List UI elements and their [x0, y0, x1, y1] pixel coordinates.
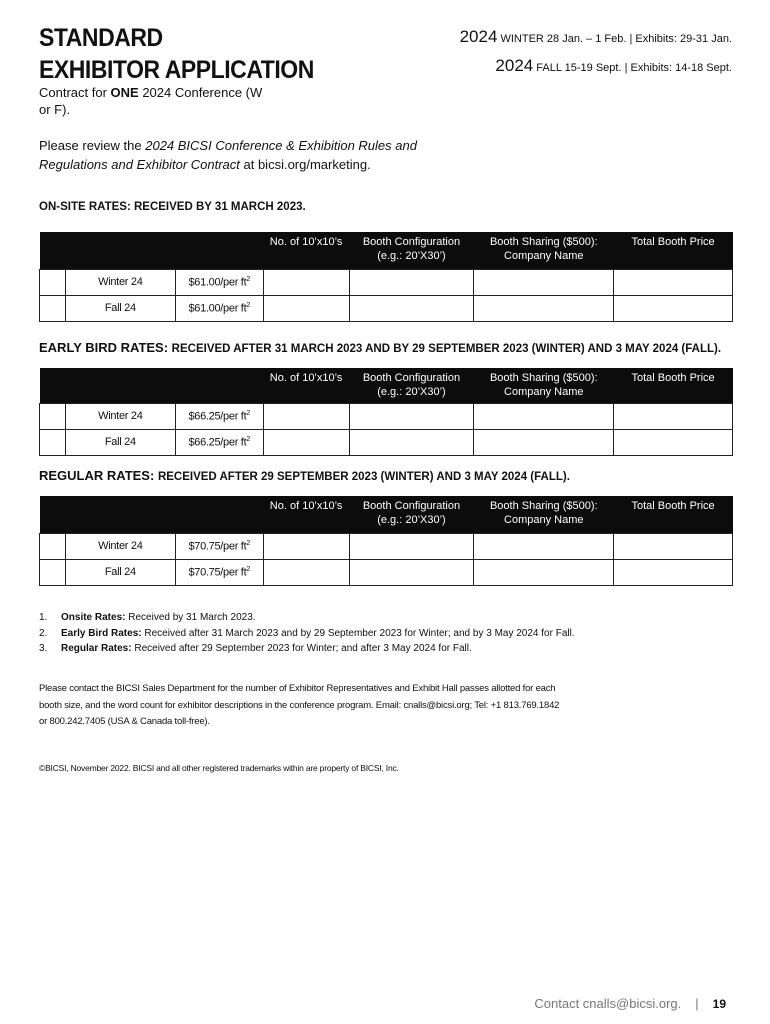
price-cell — [175, 295, 263, 321]
config-field[interactable] — [349, 429, 474, 455]
early-bird-rates-table — [39, 368, 733, 456]
count-field[interactable] — [263, 559, 349, 585]
col-config: Booth Configuration (e.g.: 20’X30’) — [349, 496, 474, 533]
price-value: $66.25/per ft — [188, 436, 247, 449]
note-label: Regular Rates: — [61, 643, 132, 654]
season-cell: Fall 24 — [65, 429, 175, 455]
footer-contact: Contact cnalls@bicsi.org. — [534, 996, 682, 1011]
table-row — [40, 295, 733, 321]
config-field[interactable] — [349, 269, 474, 295]
season-cell: Fall 24 — [65, 295, 175, 321]
regular-rates-table — [39, 496, 733, 586]
config-field[interactable] — [349, 533, 474, 559]
winter-label: WINTER 28 Jan. – 1 Feb. | Exhibits: 29-31 Jan. — [497, 33, 732, 45]
count-field[interactable] — [263, 533, 349, 559]
note-label: Onsite Rates: — [61, 612, 126, 623]
contract-suffix: 2024 Conference (W or F). — [39, 85, 263, 117]
section-lead: EARLY BIRD RATES: — [39, 340, 172, 355]
select-checkbox[interactable] — [40, 295, 66, 321]
fall-label: FALL 15-19 Sept. | Exhibits: 14-18 Sept. — [533, 62, 732, 74]
review-prefix: Please review the — [39, 138, 146, 153]
price-cell — [175, 269, 263, 295]
table-row — [40, 429, 733, 455]
price-superscript: 2 — [246, 301, 250, 309]
page-footer — [534, 996, 726, 1011]
price-superscript: 2 — [246, 565, 250, 573]
total-field[interactable] — [614, 269, 733, 295]
table-row — [40, 533, 733, 559]
total-field[interactable] — [614, 403, 733, 429]
early-bird-rates-heading — [39, 340, 721, 355]
note-number: 1. — [39, 612, 48, 623]
total-field[interactable] — [614, 559, 733, 585]
sharing-field[interactable] — [474, 295, 614, 321]
col-sharing: Booth Sharing ($500): Company Name — [474, 232, 614, 269]
count-field[interactable] — [263, 429, 349, 455]
config-field[interactable] — [349, 559, 474, 585]
title-line-2: EXHIBITOR APPLICATION — [39, 56, 314, 84]
price-cell — [175, 559, 263, 585]
contract-note — [39, 84, 269, 118]
fall-dates — [495, 56, 732, 76]
price-superscript: 2 — [246, 539, 250, 547]
list-item — [39, 641, 575, 657]
price-cell — [175, 533, 263, 559]
select-checkbox[interactable] — [40, 559, 66, 585]
col-count: No. of 10’x10’s — [263, 232, 349, 269]
config-field[interactable] — [349, 403, 474, 429]
list-item — [39, 610, 575, 626]
price-cell — [175, 429, 263, 455]
winter-dates — [460, 27, 732, 47]
section-rest: RECEIVED AFTER 31 MARCH 2023 AND BY 29 SEPTEMBER 2023 (WINTER) AND 3 MAY 2024 (FALL). — [171, 343, 722, 355]
table-header — [40, 368, 733, 403]
col-config: Booth Configuration (e.g.: 20’X30’) — [349, 368, 474, 403]
copyright-notice: ©BICSI, November 2022. BICSI and all other registered trademarks within are property of BICSI, Inc. — [39, 763, 399, 773]
list-item — [39, 626, 575, 642]
price-value: $70.75/per ft — [188, 566, 247, 579]
select-checkbox[interactable] — [40, 533, 66, 559]
review-suffix: at bicsi.org/marketing. — [239, 157, 371, 172]
select-checkbox[interactable] — [40, 269, 66, 295]
col-sharing: Booth Sharing ($500): Company Name — [474, 368, 614, 403]
price-superscript: 2 — [246, 275, 250, 283]
review-document-title: 2024 BICSI Conference & Exhibition Rules and Regulations and Exhibitor Contract — [39, 138, 417, 172]
rate-notes — [39, 610, 575, 657]
sharing-field[interactable] — [474, 559, 614, 585]
season-cell: Winter 24 — [65, 533, 175, 559]
note-text: Received after 29 September 2023 for Winter; and after 3 May 2024 for Fall. — [131, 643, 472, 654]
page-number: 19 — [712, 997, 726, 1011]
sharing-field[interactable] — [474, 429, 614, 455]
price-value: $66.25/per ft — [188, 410, 247, 423]
total-field[interactable] — [614, 533, 733, 559]
contract-bold: ONE — [110, 85, 139, 100]
select-checkbox[interactable] — [40, 429, 66, 455]
table-row — [40, 559, 733, 585]
contact-paragraph: Please contact the BICSI Sales Department for the number of Exhibitor Representatives and Exhibit Hall passes allotted for each booth size, and the word count for exhibitor descriptions in the conference program. Email: cnalls@bicsi.org; Tel: +1 813.769.1842 or 800.242.7405 (USA & Canada toll-free). — [39, 683, 560, 727]
note-text: Received by 31 March 2023. — [125, 612, 256, 623]
col-total: Total Booth Price — [614, 368, 733, 403]
onsite-rates-heading — [39, 201, 306, 213]
total-field[interactable] — [614, 295, 733, 321]
sharing-field[interactable] — [474, 269, 614, 295]
col-count: No. of 10’x10’s — [263, 496, 349, 533]
sharing-field[interactable] — [474, 403, 614, 429]
table-row — [40, 269, 733, 295]
sharing-field[interactable] — [474, 533, 614, 559]
season-cell: Fall 24 — [65, 559, 175, 585]
select-checkbox[interactable] — [40, 403, 66, 429]
onsite-rates-table — [39, 232, 733, 322]
table-header — [40, 496, 733, 533]
col-total: Total Booth Price — [614, 496, 733, 533]
contract-prefix: Contract for — [39, 85, 111, 100]
price-cell — [175, 403, 263, 429]
table-header — [40, 232, 733, 269]
review-note — [39, 136, 459, 174]
section-rest: RECEIVED AFTER 29 SEPTEMBER 2023 (WINTER) AND 3 MAY 2024 (FALL). — [157, 471, 570, 483]
col-config: Booth Configuration (e.g.: 20’X30’) — [349, 232, 474, 269]
footer-separator: | — [695, 996, 699, 1011]
section-lead: REGULAR RATES: — [39, 468, 158, 483]
season-cell: Winter 24 — [65, 403, 175, 429]
note-text: Received after 31 March 2023 and by 29 September 2023 for Winter; and by 3 May 2024 for Fall. — [141, 627, 575, 639]
price-value: $61.00/per ft — [188, 276, 247, 289]
col-total: Total Booth Price — [614, 232, 733, 269]
price-superscript: 2 — [246, 435, 250, 443]
count-field[interactable] — [263, 269, 349, 295]
price-value: $70.75/per ft — [188, 540, 247, 553]
regular-rates-heading — [39, 468, 570, 483]
total-field[interactable] — [614, 429, 733, 455]
config-field[interactable] — [349, 295, 474, 321]
section-lead: ON-SITE RATES: RECEIVED BY 31 MARCH 2023. — [39, 201, 306, 213]
count-field[interactable] — [263, 295, 349, 321]
col-count: No. of 10’x10’s — [263, 368, 349, 403]
fall-year: 2024 — [495, 56, 534, 75]
count-field[interactable] — [263, 403, 349, 429]
title-line-1: STANDARD — [39, 24, 163, 52]
col-sharing: Booth Sharing ($500): Company Name — [474, 496, 614, 533]
note-number: 2. — [39, 627, 48, 639]
winter-year: 2024 — [459, 27, 498, 46]
note-number: 3. — [39, 643, 48, 654]
note-label: Early Bird Rates: — [61, 627, 142, 639]
price-value: $61.00/per ft — [188, 302, 247, 315]
table-row — [40, 403, 733, 429]
page-title — [39, 22, 314, 86]
season-cell: Winter 24 — [65, 269, 175, 295]
price-superscript: 2 — [246, 409, 250, 417]
